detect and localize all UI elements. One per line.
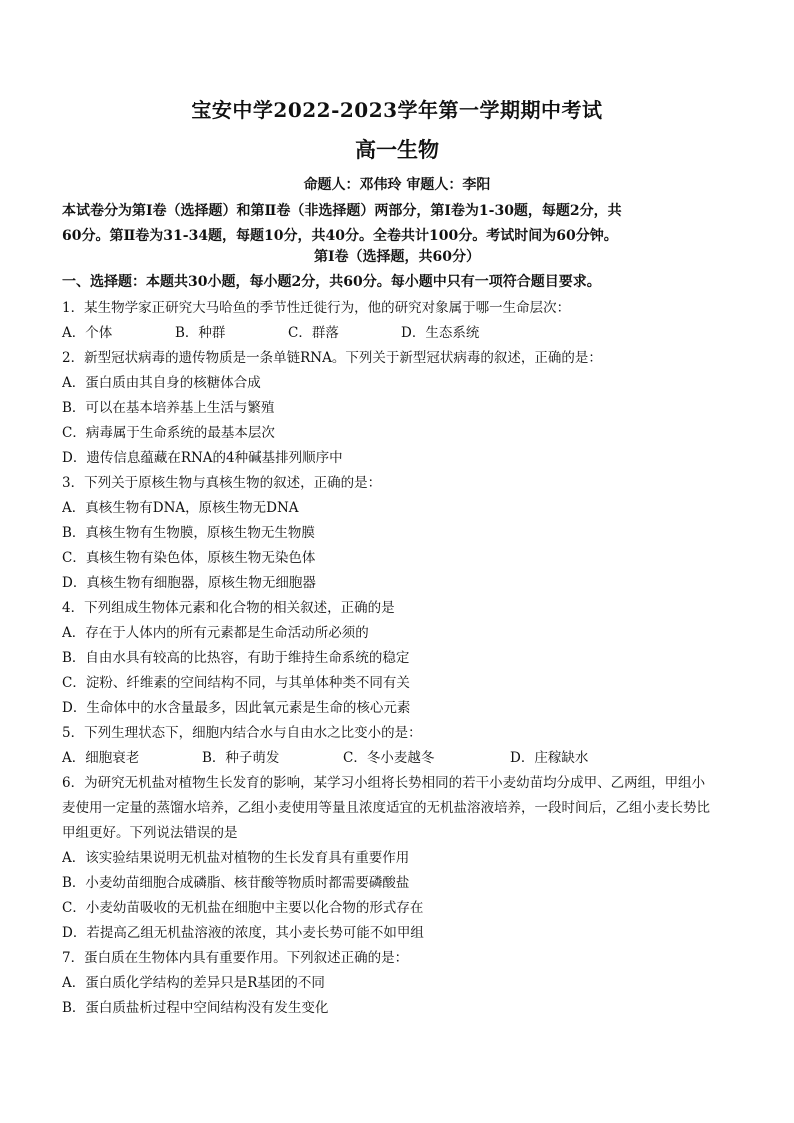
question-2-stem: 2．新型冠状病毒的遗传物质是一条单链RNA。下列关于新型冠状病毒的叙述，正确的是： bbox=[62, 350, 602, 366]
question-4-option-a: A．存在于人体内的所有元素都是生命活动所必须的 bbox=[62, 625, 369, 641]
question-3-option-b: B．真核生物有生物膜，原核生物无生物膜 bbox=[62, 525, 315, 541]
question-2-option-b: B．可以在基本培养基上生活与繁殖 bbox=[62, 400, 275, 416]
question-3-option-d: D．真核生物有细胞器，原核生物无细胞器 bbox=[62, 575, 316, 591]
question-4-stem: 4．下列组成生物体元素和化合物的相关叙述，正确的是 bbox=[62, 600, 395, 616]
question-2-option-a: A．蛋白质由其自身的核糖体合成 bbox=[62, 375, 261, 391]
question-7-option-b: B．蛋白质盐析过程中空间结构没有发生变化 bbox=[62, 1000, 329, 1016]
question-6-option-d: D．若提高乙组无机盐溶液的浓度，其小麦长势可能不如甲组 bbox=[62, 925, 424, 941]
instructions-line-2: 60分。第Ⅱ卷为31-34题，每题10分，共40分。全卷共计100分。考试时间为60分钟。 bbox=[62, 228, 618, 244]
question-1-option-a: A．个体 bbox=[62, 325, 113, 341]
question-5-option-c: C．冬小麦越冬 bbox=[343, 750, 435, 766]
question-6-option-a: A．该实验结果说明无机盐对植物的生长发育具有重要作用 bbox=[62, 850, 410, 866]
question-6-option-b: B．小麦幼苗细胞合成磷脂、核苷酸等物质时都需要磷酸盐 bbox=[62, 875, 410, 891]
instructions-line-1: 本试卷分为第Ⅰ卷（选择题）和第Ⅱ卷（非选择题）两部分，第Ⅰ卷为1-30题，每题2分，共 bbox=[62, 203, 622, 219]
exam-title: 宝安中学2022-2023学年第一学期期中考试 bbox=[191, 98, 603, 122]
question-6-stem-line-2: 麦使用一定量的蒸馏水培养，乙组小麦使用等量且浓度适宜的无机盐溶液培养，一段时间后，乙组小麦长势比 bbox=[62, 800, 710, 816]
question-5-option-b: B．种子萌发 bbox=[202, 750, 280, 766]
question-1-option-c: C．群落 bbox=[288, 325, 339, 341]
question-5-options bbox=[62, 746, 734, 771]
question-list bbox=[62, 296, 734, 1021]
exam-instructions bbox=[62, 199, 734, 249]
section-1-heading: 一、选择题：本题共30小题，每小题2分，共60分。每小题中只有一项符合题目要求。 bbox=[62, 274, 601, 290]
question-6-stem-line-3: 甲组更好。下列说法错误的是 bbox=[62, 825, 238, 841]
question-6-stem-line-1: 6．为研究无机盐对植物生长发育的影响，某学习小组将长势相同的若干小麦幼苗均分成甲、乙两组，甲组小 bbox=[62, 775, 706, 791]
question-4-option-d: D．生命体中的水含量最多，因此氧元素是生命的核心元素 bbox=[62, 700, 411, 716]
question-1-option-b: B．种群 bbox=[175, 325, 226, 341]
question-5-stem: 5．下列生理状态下，细胞内结合水与自由水之比变小的是： bbox=[62, 725, 422, 741]
question-1-stem: 1．某生物学家正研究大马哈鱼的季节性迁徙行为，他的研究对象属于哪一生命层次： bbox=[62, 300, 571, 316]
question-1-options bbox=[62, 321, 734, 346]
question-5-option-d: D．庄稼缺水 bbox=[510, 750, 589, 766]
question-2-option-d: D．遗传信息蕴藏在RNA的4种碱基排列顺序中 bbox=[62, 450, 343, 466]
question-3-option-c: C．真核生物有染色体，原核生物无染色体 bbox=[62, 550, 316, 566]
question-3-stem: 3．下列关于原核生物与真核生物的叙述，正确的是： bbox=[62, 475, 382, 491]
question-5-option-a: A．细胞衰老 bbox=[62, 750, 140, 766]
question-4-option-c: C．淀粉、纤维素的空间结构不同，与其单体种类不同有关 bbox=[62, 675, 410, 691]
part-1-title: 第Ⅰ卷（选择题，共60分） bbox=[313, 249, 481, 265]
question-3-option-a: A．真核生物有DNA，原核生物无DNA bbox=[62, 500, 299, 516]
question-4-option-b: B．自由水具有较高的比热容，有助于维持生命系统的稳定 bbox=[62, 650, 410, 666]
exam-authors: 命题人：邓伟玲 审题人：李阳 bbox=[303, 177, 491, 193]
question-7-stem: 7．蛋白质在生物体内具有重要作用。下列叙述正确的是： bbox=[62, 950, 409, 966]
question-1-option-d: D．生态系统 bbox=[401, 325, 480, 341]
question-2-option-c: C．病毒属于生命系统的最基本层次 bbox=[62, 425, 275, 441]
question-7-option-a: A．蛋白质化学结构的差异只是R基团的不同 bbox=[62, 975, 325, 991]
question-6-option-c: C．小麦幼苗吸收的无机盐在细胞中主要以化合物的形式存在 bbox=[62, 900, 424, 916]
exam-subject: 高一生物 bbox=[355, 137, 439, 162]
